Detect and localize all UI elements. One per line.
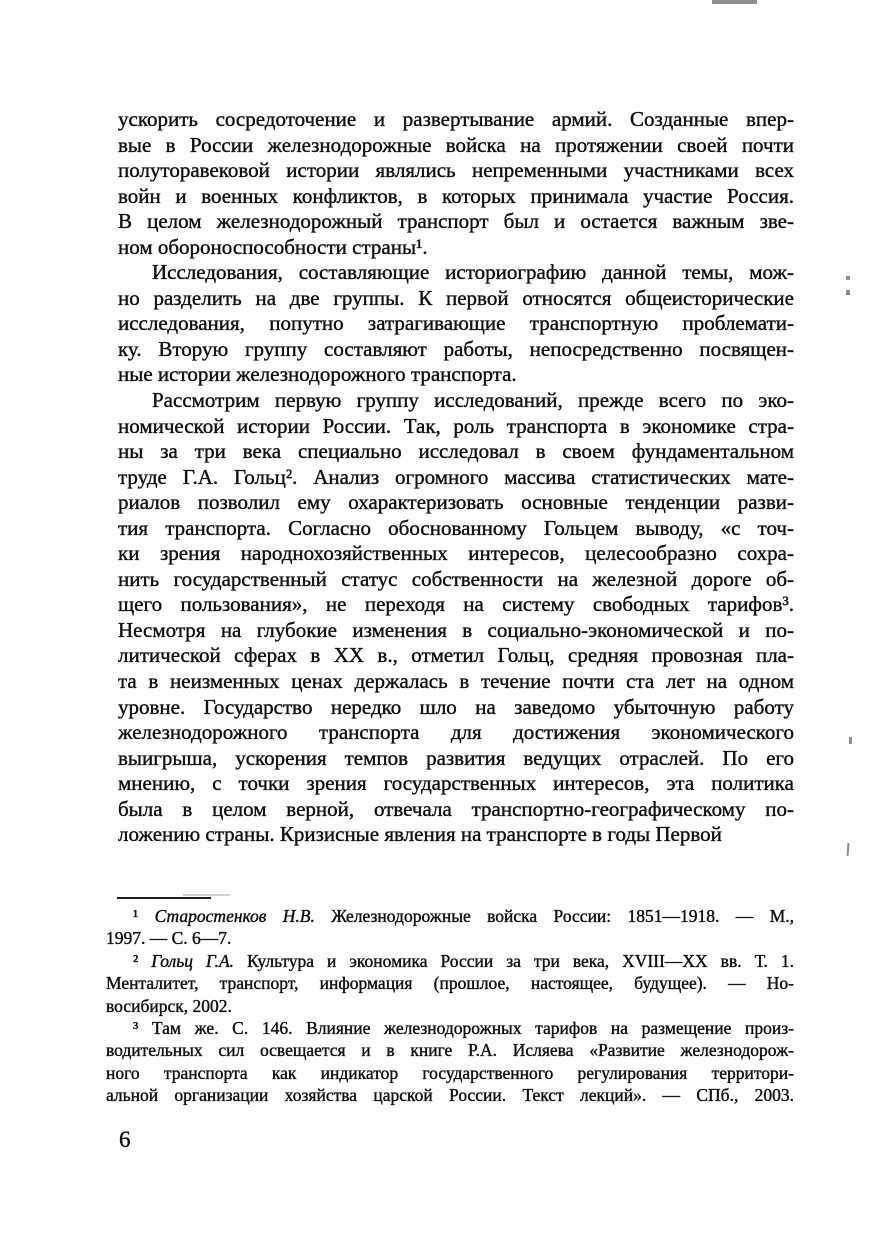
scan-artifact-speck [846,290,850,295]
scan-artifact-speck [849,737,852,744]
footnote-line: альной организации хозяйства царской России. Текст лекций». — СПб., 2003. [106,1085,794,1106]
body-line: Исследования, составляющие историографию данной темы, мож- [152,260,794,285]
scan-artifact-separator-fragment [183,894,230,896]
footnote-line: Менталитет, транспорт, информация (прошлое, настоящее, будущее). — Но- [106,973,794,994]
body-line: мнению, с точки зрения государственных интересов, эта политика [118,771,794,796]
footnote-line: водительных сил освещается и в книге Р.А. Исляева «Развитие железнодорож- [106,1040,794,1061]
body-line: была в целом верной, отвечала транспортно-географическому по- [118,796,794,821]
body-line: труде Г.А. Гольц². Анализ огромного массива статистических мате- [118,464,794,489]
body-line: полуторавековой истории являлись непременными участниками всех [118,158,794,183]
body-line: ны за три века специально исследовал в своем фундаментальном [118,439,794,464]
body-line: та в неизменных ценах держалась в течение почти ста лет на одном [118,669,794,694]
body-line: В целом железнодорожный транспорт был и остается важным зве- [118,209,794,234]
body-line: но разделить на две группы. К первой относятся общеисторические [118,285,794,310]
footnote-line: ¹ Старостенков Н.В. Железнодорожные войска России: 1851—1918. — М., [133,906,794,926]
body-line: исследования, попутно затрагивающие транспортную проблемати- [118,311,794,336]
footnotes [106,905,794,1107]
body-line: железнодорожного транспорта для достижения экономического [118,720,794,745]
body-line: ном обороноспособности страны¹. [118,234,428,259]
body-line: уровне. Государство нередко шло на заведомо убыточную работу [118,694,794,719]
body-line: Рассмотрим первую группу исследований, прежде всего по эко- [152,388,794,413]
scan-artifact-speck [846,276,850,280]
body-line: войн и военных конфликтов, в которых принимала участие Россия. [118,183,794,208]
body-line: Несмотря на глубокие изменения в социально-экономической и по- [118,617,794,642]
scan-artifact-tick [847,843,850,856]
footnote-line: ³ Там же. С. 146. Влияние железнодорожных тарифов на размещение произ- [133,1017,794,1038]
footnote-separator [117,897,211,899]
footnote-line: ного транспорта как индикатор государственного регулирования территори- [106,1062,794,1083]
body-line: риалов позволил ему охарактеризовать основные тенденции разви- [118,490,794,515]
body-line: ускорить сосредоточение и развертывание армий. Созданные впер- [118,107,794,131]
body-line: нить государственный статус собственности на железной дороге об- [118,566,794,591]
footnote-line: 1997. — С. 6—7. [106,928,232,949]
body-line: ку. Вторую группу составляют работы, непосредственно посвящен- [118,336,794,361]
body-text [118,107,794,848]
footnote-line: восибирск, 2002. [106,995,232,1016]
body-line: тия транспорта. Согласно обоснованному Гольцем выводу, «с точ- [118,515,794,540]
body-line: вые в России железнодорожные войска на протяжении своей почти [118,132,794,157]
scan-artifact-top-bar [712,0,757,4]
body-line: щего пользования», не переходя на систему свободных тарифов³. [118,592,794,617]
body-line: ки зрения народнохозяйственных интересов, целесообразно сохра- [118,541,794,566]
body-line: ные истории железнодорожного транспорта. [118,362,517,387]
body-line: ложению страны. Кризисные явления на транспорте в годы Первой [118,822,722,847]
footnote-line: ² Гольц Г.А. Культура и экономика России за три века, XVIII—XX вв. Т. 1. [133,950,794,971]
body-line: литической сферах в XX в., отметил Гольц, средняя провозная пла- [118,643,794,668]
body-line: номической истории России. Так, роль транспорта в экономике стра- [118,413,794,438]
page-number: 6 [119,1127,131,1152]
body-line: выигрыша, ускорения темпов развития ведущих отраслей. По его [118,745,794,770]
